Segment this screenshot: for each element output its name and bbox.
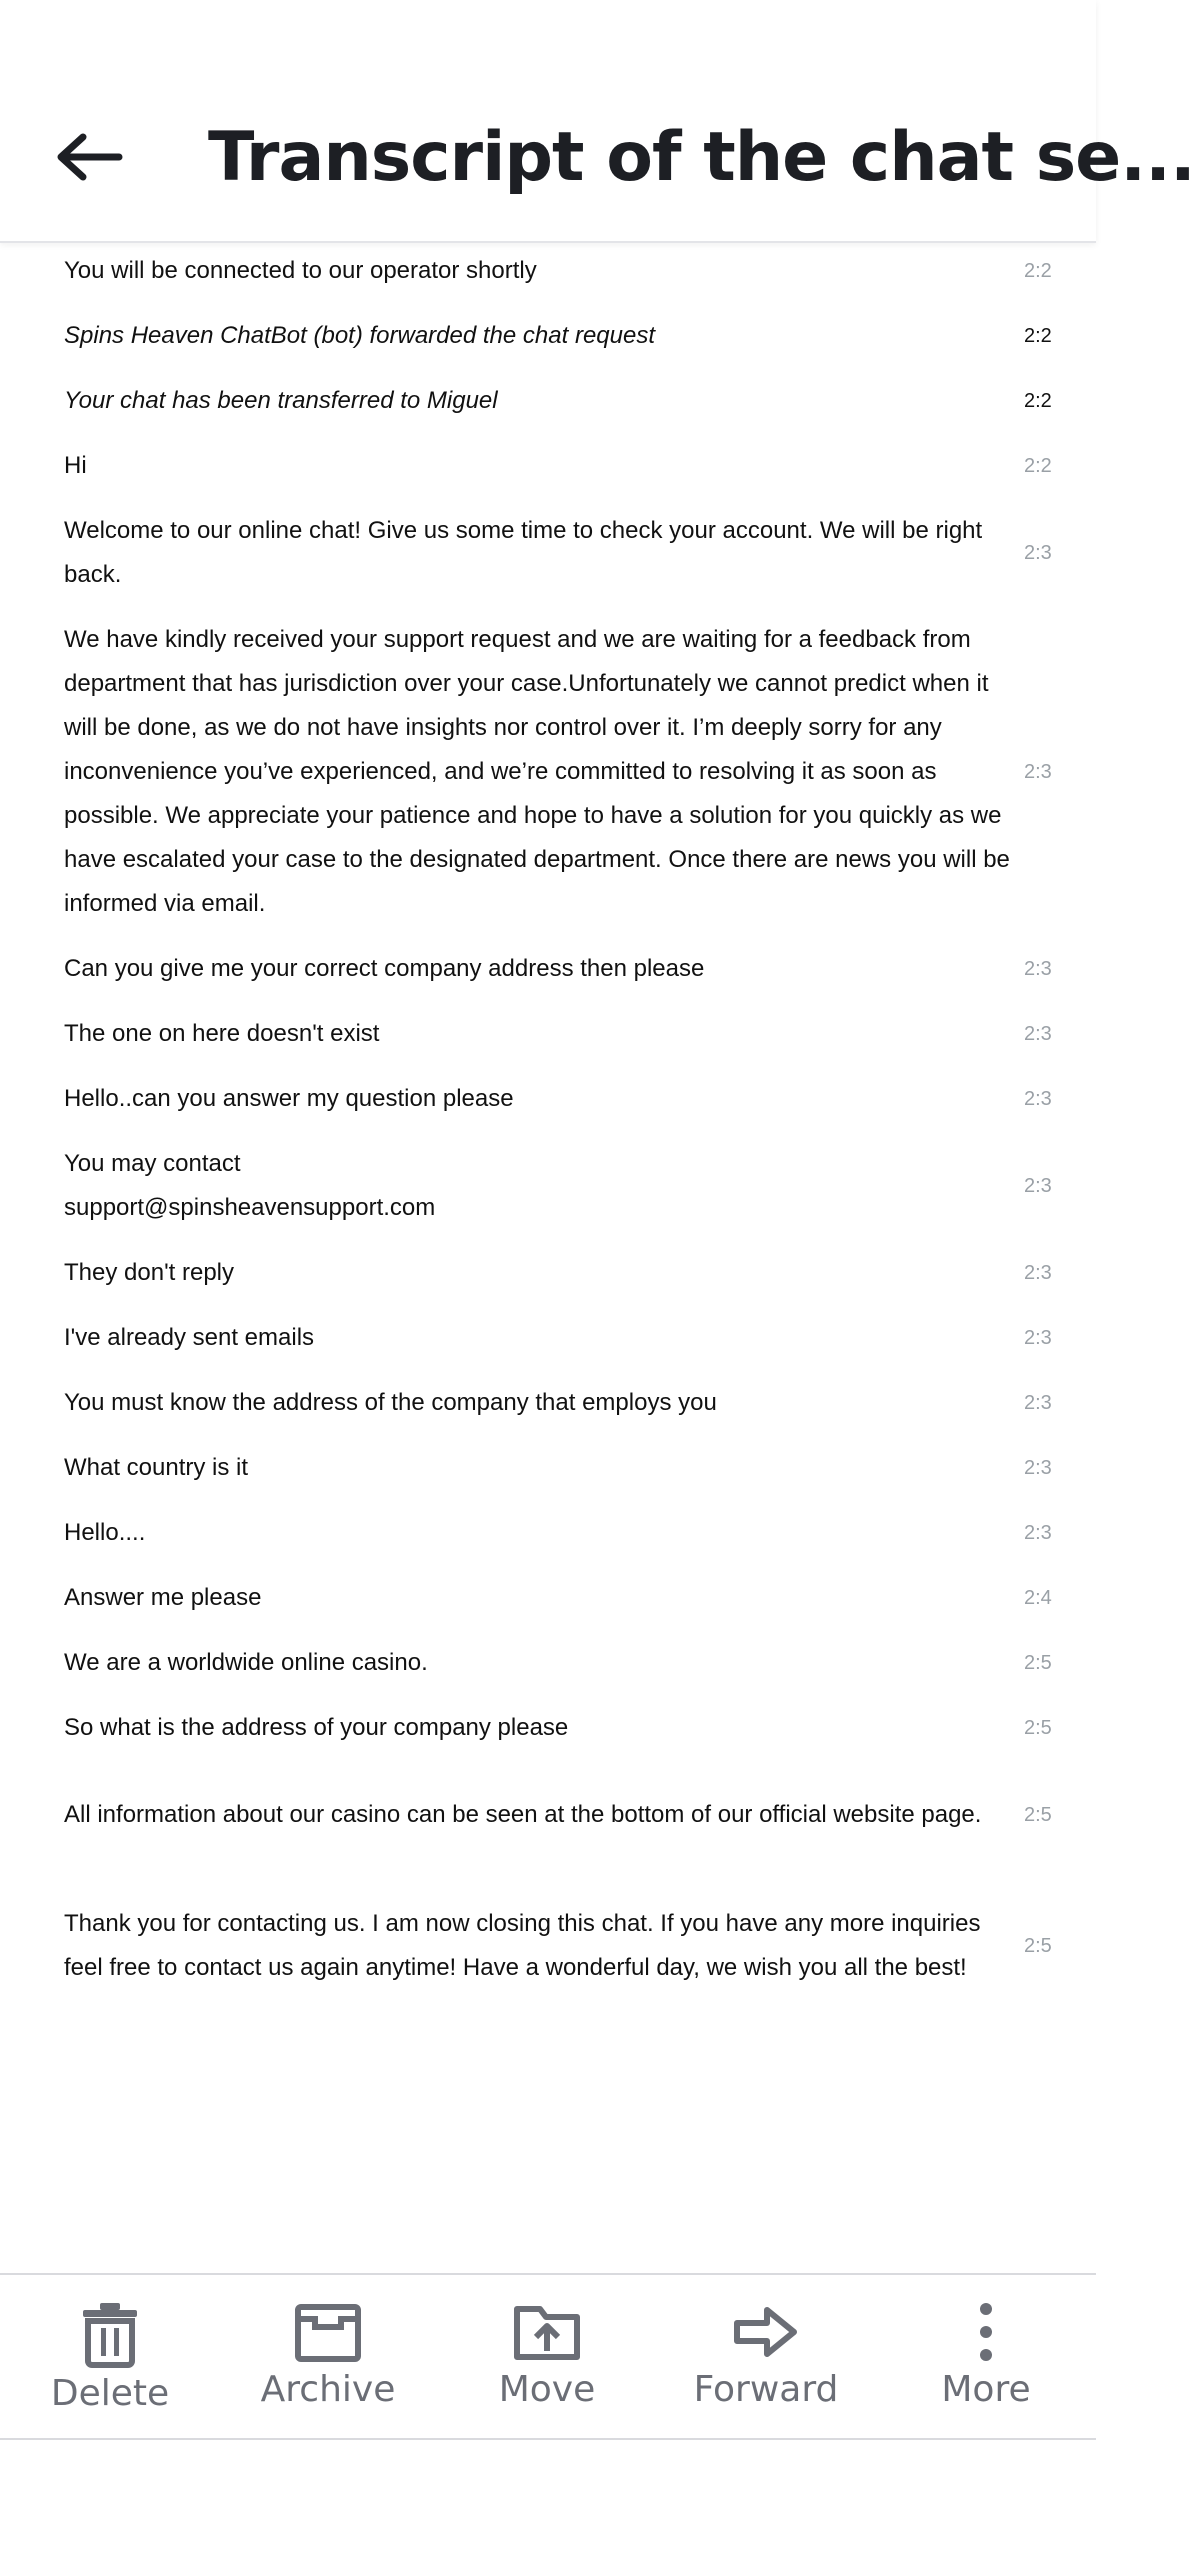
message-time: 2:3 (1024, 760, 1052, 783)
message-row (64, 1077, 1096, 1121)
message-text: Welcome to our online chat! Give us some time to check your account. We will be right back. (64, 517, 983, 588)
message-row (64, 1446, 1096, 1490)
message-row (64, 618, 1096, 926)
message-row (64, 1251, 1096, 1295)
message-row (64, 444, 1096, 488)
message-time: 2:3 (1024, 1521, 1052, 1544)
message-row (64, 1880, 1096, 2012)
message-text: You will be connected to our operator shortly (64, 257, 537, 284)
message-time: 2:5 (1024, 1803, 1052, 1826)
message-row (64, 947, 1096, 991)
message-time: 2:3 (1024, 1326, 1052, 1349)
message-row (64, 1511, 1096, 1555)
message-row (64, 1381, 1096, 1425)
folder-move-icon (514, 2301, 580, 2363)
message-text: What country is it (64, 1454, 249, 1481)
message-text: You may contact support@spinsheavensupport.com (64, 1150, 436, 1221)
forward-label: Forward (693, 2369, 839, 2410)
message-text: I've already sent emails (64, 1324, 315, 1351)
trash-icon (80, 2301, 140, 2367)
message-time: 2:3 (1024, 957, 1052, 980)
chat-transcript (0, 243, 1096, 2273)
delete-button[interactable] (20, 2301, 200, 2431)
back-button[interactable] (44, 112, 134, 202)
message-text: Hello..can you answer my question please (64, 1085, 514, 1112)
message-time: 2:3 (1024, 1456, 1052, 1479)
message-time: 2:3 (1024, 1087, 1052, 1110)
message-row (64, 1316, 1096, 1360)
message-time: 2:3 (1024, 1174, 1052, 1197)
message-row (64, 314, 1096, 358)
message-text: Spins Heaven ChatBot (bot) forwarded the chat request (64, 322, 655, 349)
message-time: 2:3 (1024, 1391, 1052, 1414)
message-text: Answer me please (64, 1584, 262, 1611)
page-title: Transcript of the chat se... (208, 118, 1195, 197)
message-time: 2:2 (1024, 324, 1052, 347)
message-text: The one on here doesn't exist (64, 1020, 380, 1047)
bottom-toolbar (0, 2273, 1096, 2440)
message-row (64, 1576, 1096, 1620)
move-label: Move (498, 2369, 596, 2410)
message-time: 2:4 (1024, 1586, 1052, 1609)
message-text: So what is the address of your company please (64, 1714, 569, 1741)
message-text: Hello.... (64, 1519, 146, 1546)
forward-button[interactable] (676, 2301, 856, 2431)
message-text: We are a worldwide online casino. (64, 1649, 428, 1676)
app-header (0, 0, 1195, 243)
move-button[interactable] (457, 2301, 637, 2431)
forward-arrow-icon (733, 2301, 799, 2363)
message-time: 2:5 (1024, 1716, 1052, 1739)
more-label: More (941, 2369, 1031, 2410)
archive-button[interactable] (238, 2301, 418, 2431)
message-row (64, 1142, 1096, 1230)
message-time: 2:2 (1024, 389, 1052, 412)
archive-icon (295, 2301, 361, 2363)
message-row (64, 509, 1096, 597)
more-button[interactable] (896, 2301, 1076, 2431)
message-row (64, 379, 1096, 423)
message-row (64, 1771, 1096, 1859)
message-row (64, 1012, 1096, 1056)
message-text: They don't reply (64, 1259, 235, 1286)
message-time: 2:5 (1024, 1651, 1052, 1674)
message-row (64, 1641, 1096, 1685)
arrow-left-icon (55, 131, 123, 183)
message-text: All information about our casino can be seen at the bottom of our official website page. (64, 1801, 982, 1828)
more-vertical-icon (953, 2301, 1019, 2363)
message-time: 2:3 (1024, 1022, 1052, 1045)
message-time: 2:2 (1024, 259, 1052, 282)
delete-label: Delete (50, 2373, 170, 2414)
message-text: Can you give me your correct company address then please (64, 955, 705, 982)
message-row (64, 1706, 1096, 1750)
message-text: You must know the address of the company that employs you (64, 1389, 717, 1416)
message-time: 2:3 (1024, 1261, 1052, 1284)
message-time: 2:3 (1024, 541, 1052, 564)
message-row (64, 249, 1096, 293)
archive-label: Archive (260, 2369, 396, 2410)
message-text: Thank you for contacting us. I am now closing this chat. If you have any more inquiries feel free to contact us again anytime! Have a wonderful day, we wish you all the best! (64, 1910, 981, 1981)
message-text: Your chat has been transferred to Miguel (64, 387, 498, 414)
message-text: We have kindly received your support request and we are waiting for a feedback from department that has jurisdiction over your case.Unfortunately we cannot predict when it will be done, as we do not have insights nor control over it. I’m deeply sorry for any inconvenience you’ve experienced, and we’re committed to resolving it as soon as possible. We appreciate your patience and hope to have a solution for you quickly as we have escalated your case to the designated department. Once there are news you will be informed via email. (64, 626, 1010, 917)
message-text: Hi (64, 452, 87, 479)
message-time: 2:2 (1024, 454, 1052, 477)
message-time: 2:5 (1024, 1934, 1052, 1957)
